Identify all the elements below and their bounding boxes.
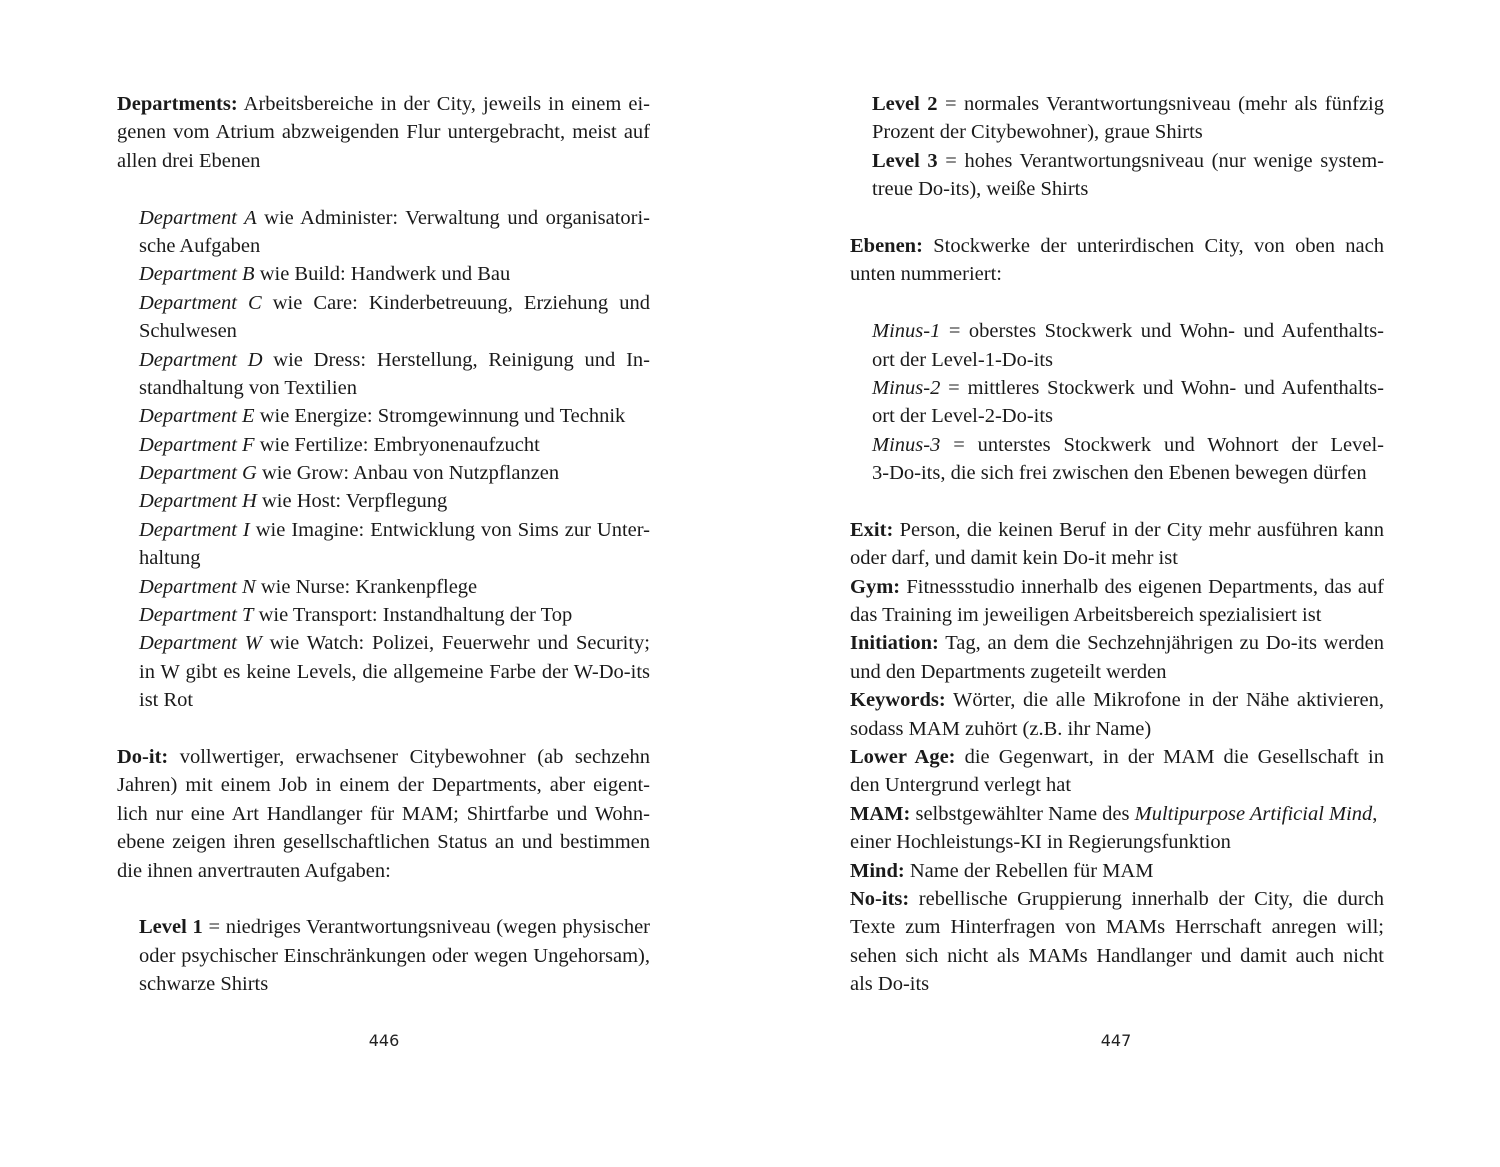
text-run: selbstgewählter Name des xyxy=(910,802,1135,825)
entry-term: Lower Age: xyxy=(850,745,956,768)
text-line xyxy=(117,686,650,714)
text-run: = niedriges Verantwortungsniveau (wegen physischer xyxy=(202,916,650,939)
text-line xyxy=(850,175,1384,203)
text-run: ort der Level-1-Do-its xyxy=(872,348,1054,371)
paragraph-gap xyxy=(117,175,650,203)
text-line xyxy=(850,800,1384,828)
text-run: = unterstes Stockwerk und Wohnort der Level- xyxy=(940,433,1384,456)
text-line xyxy=(117,970,650,998)
entry-term: Level 1 xyxy=(139,916,203,939)
text-run: die ihnen anvertrauten Aufgaben: xyxy=(117,859,391,882)
text-run: wie Dress: Herstellung, Reinigung und In- xyxy=(262,348,650,371)
italic-term: Department N xyxy=(139,575,256,598)
italic-term: Department D xyxy=(139,348,263,371)
text-line xyxy=(850,573,1384,601)
text-line xyxy=(117,374,650,402)
text-line xyxy=(850,771,1384,799)
text-run: als Do-its xyxy=(850,973,930,996)
text-line xyxy=(850,885,1384,913)
text-line xyxy=(117,857,650,885)
text-line xyxy=(850,118,1384,146)
text-run: wie Fertilize: Embryonenaufzucht xyxy=(254,433,540,456)
text-run: in W gibt es keine Levels, die allgemeine Farbe der W-Do-its xyxy=(139,660,650,683)
italic-term: Department C xyxy=(139,291,262,314)
paragraph-gap xyxy=(850,204,1384,232)
text-run: wie Imagine: Entwicklung von Sims zur Unter- xyxy=(249,518,650,541)
text-run: ebene zeigen ihren gesellschaftlichen Status an und bestimmen xyxy=(117,831,650,854)
paragraph-gap xyxy=(117,715,650,743)
text-run: = mittleres Stockwerk und Wohn- und Aufenthalts- xyxy=(940,376,1384,399)
text-line xyxy=(117,459,650,487)
entry-term: Level 3 xyxy=(872,149,938,172)
italic-term: Department I xyxy=(139,518,250,541)
entry-term: Gym: xyxy=(850,575,901,598)
text-run: ist Rot xyxy=(139,689,194,712)
paragraph-gap xyxy=(850,289,1384,317)
text-run: standhaltung von Textilien xyxy=(139,376,357,399)
text-line xyxy=(117,913,650,941)
text-run: oder darf, und damit kein Do-it mehr ist xyxy=(850,547,1178,570)
text-line xyxy=(117,771,650,799)
text-run: unten nummeriert: xyxy=(850,263,1002,286)
text-line xyxy=(117,743,650,771)
text-run: wie Nurse: Krankenpflege xyxy=(255,575,478,598)
text-run: wie Build: Handwerk und Bau xyxy=(254,263,511,286)
text-run: , xyxy=(1372,802,1378,825)
text-run: wie Care: Kinderbetreuung, Erziehung und xyxy=(261,291,650,314)
text-line xyxy=(850,715,1384,743)
text-run: die Gegenwart, in der MAM die Gesellschaft in xyxy=(955,745,1384,768)
text-line xyxy=(850,431,1384,459)
entry-term: Do-it: xyxy=(117,745,169,768)
text-run: wie Watch: Polizei, Feuerwehr und Security; xyxy=(261,632,650,655)
text-run: Schulwesen xyxy=(139,320,237,343)
paragraph-gap xyxy=(117,885,650,913)
italic-term: Department G xyxy=(139,462,257,485)
text-line xyxy=(850,459,1384,487)
text-run: allen drei Ebenen xyxy=(117,149,261,172)
text-run: haltung xyxy=(139,547,201,570)
text-line xyxy=(850,942,1384,970)
text-run: = hohes Verantwortungsniveau (nur wenige system- xyxy=(937,149,1384,172)
text-run: treue Do-its), weiße Shirts xyxy=(872,178,1089,201)
text-run: oder psychischer Einschränkungen oder wegen Ungehorsam), xyxy=(139,944,650,967)
text-line xyxy=(117,658,650,686)
text-line xyxy=(117,402,650,430)
entry-term: Level 2 xyxy=(872,93,938,115)
italic-term: Department W xyxy=(139,632,262,655)
text-run: Tag, an dem die Sechzehnjährigen zu Do-its werden xyxy=(938,632,1384,655)
text-run: Arbeitsbereiche in der City, jeweils in einem ei- xyxy=(237,93,650,115)
italic-term: Multipurpose Artificial Mind xyxy=(1134,802,1373,825)
text-run: einer Hochleistungs-KI in Regierungsfunktion xyxy=(850,831,1231,854)
entry-term: Departments: xyxy=(117,93,238,115)
text-line xyxy=(850,743,1384,771)
text-run: genen vom Atrium abzweigenden Flur untergebracht, meist auf xyxy=(117,121,650,144)
italic-term: Minus-3 xyxy=(872,433,941,456)
text-line xyxy=(850,970,1384,998)
text-line xyxy=(117,629,650,657)
italic-term: Department B xyxy=(139,263,255,286)
page-number-left: 446 xyxy=(368,1031,400,1050)
text-line xyxy=(850,260,1384,288)
text-line xyxy=(850,317,1384,345)
text-run: den Untergrund verlegt hat xyxy=(850,774,1072,797)
text-line xyxy=(117,573,650,601)
text-line xyxy=(117,800,650,828)
italic-term: Department H xyxy=(139,490,257,513)
italic-term: Minus-1 xyxy=(872,320,941,343)
right-page-text xyxy=(850,90,1384,999)
text-line xyxy=(117,346,650,374)
text-line xyxy=(850,629,1384,657)
text-line xyxy=(850,601,1384,629)
text-run: = oberstes Stockwerk und Wohn- und Aufenthalts- xyxy=(940,320,1384,343)
text-run: Fitnessstudio innerhalb des eigenen Departments, das auf xyxy=(900,575,1384,598)
italic-term: Department E xyxy=(139,405,255,428)
entry-term: Mind: xyxy=(850,859,905,882)
text-line xyxy=(850,658,1384,686)
text-run: = normales Verantwortungsniveau (mehr als fünfzig xyxy=(937,93,1384,115)
text-run: wie Transport: Instandhaltung der Top xyxy=(253,604,573,627)
text-run: ort der Level-2-Do-its xyxy=(872,405,1054,428)
left-page-text xyxy=(117,90,650,999)
text-line xyxy=(117,828,650,856)
text-line xyxy=(117,487,650,515)
italic-term: Minus-2 xyxy=(872,376,941,399)
text-line xyxy=(117,431,650,459)
text-line xyxy=(850,516,1384,544)
italic-term: Department A xyxy=(139,206,257,229)
text-line xyxy=(117,90,650,118)
text-line xyxy=(850,346,1384,374)
text-run: Jahren) mit einem Job in einem der Departments, aber eigent- xyxy=(117,774,650,797)
text-line xyxy=(850,232,1384,260)
text-run: wie Grow: Anbau von Nutzpflanzen xyxy=(256,462,560,485)
text-run: rebellische Gruppierung innerhalb der City, die durch xyxy=(909,887,1384,910)
text-line xyxy=(117,516,650,544)
page-number-right: 447 xyxy=(1100,1031,1132,1050)
text-run: das Training im jeweiligen Arbeitsbereich spezialisiert ist xyxy=(850,604,1322,627)
text-line xyxy=(117,544,650,572)
text-line xyxy=(850,857,1384,885)
entry-term: Ebenen: xyxy=(850,234,923,257)
text-line xyxy=(850,828,1384,856)
text-line xyxy=(117,317,650,345)
text-run: wie Host: Verpflegung xyxy=(256,490,448,513)
text-run: wie Administer: Verwaltung und organisatori- xyxy=(256,206,650,229)
text-run: Wörter, die alle Mikrofone in der Nähe aktivieren, xyxy=(945,689,1384,712)
text-line xyxy=(117,601,650,629)
text-run: Prozent der Citybewohner), graue Shirts xyxy=(872,121,1203,144)
entry-term: Initiation: xyxy=(850,632,939,655)
text-line xyxy=(117,147,650,175)
text-line xyxy=(117,232,650,260)
text-line xyxy=(850,402,1384,430)
text-run: vollwertiger, erwachsener Citybewohner (ab sechzehn xyxy=(168,745,650,768)
text-line xyxy=(117,204,650,232)
text-line xyxy=(850,544,1384,572)
text-run: Name der Rebellen für MAM xyxy=(904,859,1154,882)
text-run: lich nur eine Art Handlanger für MAM; Shirtfarbe und Wohn- xyxy=(117,802,650,825)
text-line xyxy=(850,90,1384,118)
italic-term: Department F xyxy=(139,433,255,456)
text-line xyxy=(850,147,1384,175)
text-run: 3-Do-its, die sich frei zwischen den Ebenen bewegen dürfen xyxy=(872,462,1367,485)
entry-term: No-its: xyxy=(850,887,910,910)
entry-term: Keywords: xyxy=(850,689,946,712)
text-line xyxy=(117,942,650,970)
text-run: Texte zum Hinterfragen von MAMs Herrschaft anregen will; xyxy=(850,916,1384,939)
text-line xyxy=(117,118,650,146)
text-run: wie Energize: Stromgewinnung und Technik xyxy=(254,405,626,428)
entry-term: Exit: xyxy=(850,518,894,541)
text-run: schwarze Shirts xyxy=(139,973,269,996)
text-line xyxy=(117,289,650,317)
text-run: sehen sich nicht als MAMs Handlanger und damit auch nicht xyxy=(850,944,1384,967)
text-line xyxy=(850,374,1384,402)
text-run: Stockwerke der unterirdischen City, von oben nach xyxy=(922,234,1384,257)
italic-term: Department T xyxy=(139,604,254,627)
text-run: sodass MAM zuhört (z.B. ihr Name) xyxy=(850,717,1152,740)
text-run: Person, die keinen Beruf in der City mehr ausführen kann xyxy=(893,518,1384,541)
text-line xyxy=(117,260,650,288)
paragraph-gap xyxy=(850,487,1384,515)
text-run: und den Departments zugeteilt werden xyxy=(850,660,1167,683)
text-line xyxy=(850,913,1384,941)
entry-term: MAM: xyxy=(850,802,911,825)
text-run: sche Aufgaben xyxy=(139,234,261,257)
text-line xyxy=(850,686,1384,714)
